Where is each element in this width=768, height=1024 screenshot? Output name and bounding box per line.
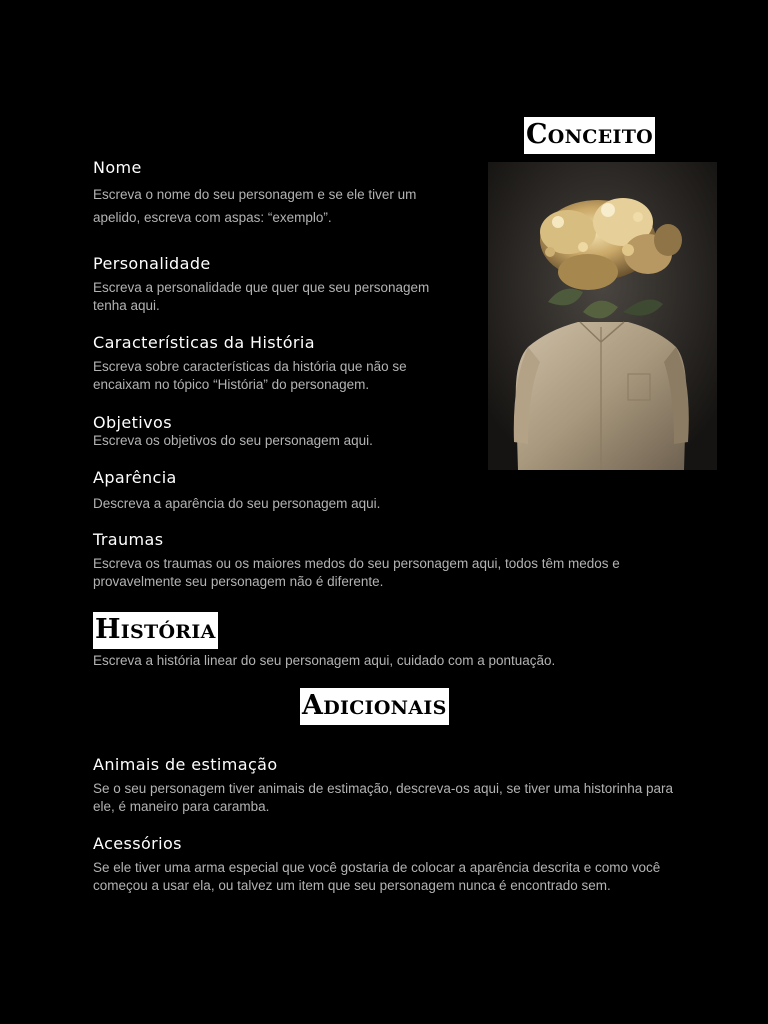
story-traits-text: Escreva sobre características da história que não se encaixam no tópico “História” do personagem.	[93, 359, 407, 393]
accessories-heading: Acessórios	[93, 834, 182, 853]
story-traits-heading: Características da História	[93, 333, 315, 352]
history-section	[93, 652, 693, 670]
traumas-section	[93, 530, 673, 591]
man-with-flower-head-illustration	[488, 162, 717, 470]
pets-section	[93, 755, 683, 816]
concept-title: Conceito	[524, 117, 655, 154]
story-traits-section	[93, 333, 453, 394]
accessories-section	[93, 834, 683, 895]
name-heading: Nome	[93, 158, 142, 177]
additional-title: Adicionais	[300, 688, 449, 725]
personality-text: Escreva a personalidade que quer que seu personagem tenha aqui.	[93, 280, 430, 314]
personality-section	[93, 254, 463, 315]
character-photo	[488, 162, 717, 470]
accessories-text: Se ele tiver uma arma especial que você gostaria de colocar a aparência descrita e como você começou a usar ela, ou talvez um item que seu personagem nunca é encontrado sem.	[93, 860, 661, 894]
name-section	[93, 158, 453, 229]
name-text: Escreva o nome do seu personagem e se ele tiver um apelido, escreva com aspas: “exemplo”.	[93, 187, 417, 226]
history-title: História	[93, 612, 218, 649]
traumas-text: Escreva os traumas ou os maiores medos do seu personagem aqui, todos têm medos e provavelmente seu personagem não é diferente.	[93, 556, 620, 590]
appearance-heading: Aparência	[93, 468, 177, 487]
appearance-section	[93, 468, 463, 513]
history-text: Escreva a história linear do seu personagem aqui, cuidado com a pontuação.	[93, 653, 556, 668]
goals-text: Escreva os objetivos do seu personagem aqui.	[93, 433, 373, 449]
goals-heading: Objetivos	[93, 413, 172, 432]
goals-section	[93, 413, 463, 450]
pets-heading: Animais de estimação	[93, 755, 278, 774]
traumas-heading: Traumas	[93, 530, 164, 549]
pets-text: Se o seu personagem tiver animais de estimação, descreva-os aqui, se tiver uma historinha para ele, é maneiro para caramba.	[93, 781, 674, 815]
appearance-text: Descreva a aparência do seu personagem aqui.	[93, 496, 381, 512]
personality-heading: Personalidade	[93, 254, 211, 273]
